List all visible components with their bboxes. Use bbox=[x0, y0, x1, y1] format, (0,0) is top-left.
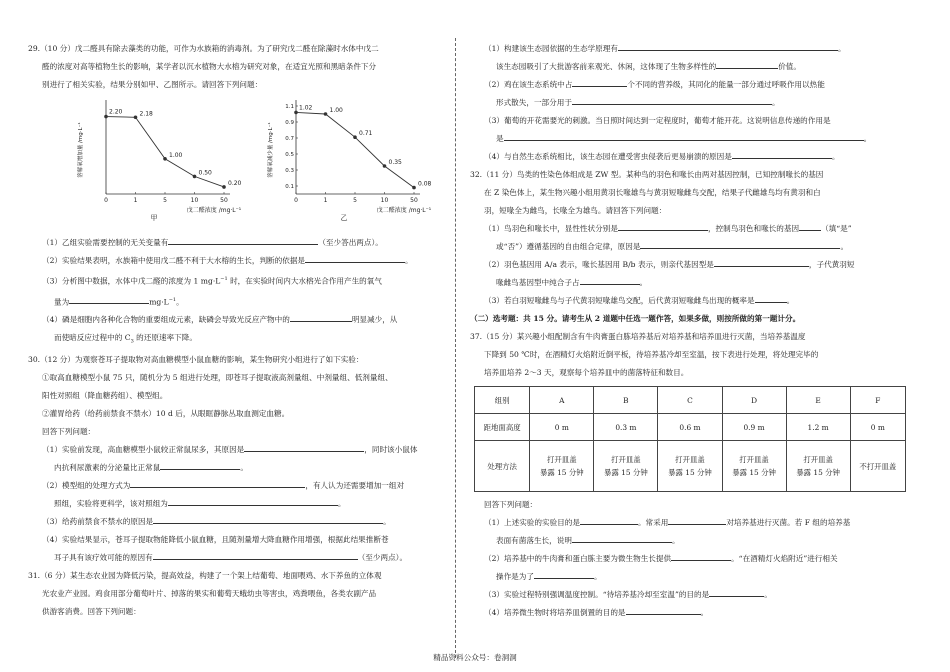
question-32 bbox=[470, 166, 910, 310]
y-tick-label: 0.7 bbox=[285, 136, 294, 142]
answer-blank[interactable] bbox=[714, 258, 809, 267]
table-cell bbox=[658, 441, 722, 492]
y-tick-label: 1.1 bbox=[285, 104, 294, 110]
q37-sub2-text-c: 操作是为了 bbox=[496, 572, 534, 581]
q30-sub4-text-c: （至少两点）。 bbox=[357, 552, 408, 562]
right-column bbox=[470, 40, 910, 622]
method-line1: 打开皿盖 bbox=[547, 455, 577, 464]
y-tick-label: 0.9 bbox=[285, 120, 294, 126]
page-footer: 精品资料公众号：卷洞洞 bbox=[433, 653, 517, 662]
q37-stem-line3: 培养皿培养 2～3 天，观察每个培养皿中的菌落特征和数目。 bbox=[484, 368, 689, 377]
q29-sub3-line2: 量为 $mg\cdot L^{-1}$。 bbox=[54, 296, 184, 307]
data-point bbox=[193, 175, 197, 179]
q31-sub1-text: （1）构建该生态园依据的生态学原理有 bbox=[484, 44, 618, 53]
q30-step1: ①取高血糖模型小鼠 75 只，随机分为 5 组进行处理，即苍耳子提取液高剂量组、中剂量组、低剂量组、 bbox=[42, 372, 393, 382]
q29-sub2-text: （2）实验结果表明，水族箱中使用戊二醛不利于大水榕的生长，判断的依据是 bbox=[42, 256, 306, 265]
q31-sub1-text-b: 该生态园吸引了大批游客前来观光、休闲，这体现了生物多样性的 bbox=[496, 62, 717, 71]
column-divider bbox=[455, 38, 456, 658]
q30-sub3-text: （3）给药前禁食不禁水的原因是 bbox=[42, 516, 154, 526]
method-line2: 暴露 15 分钟 bbox=[732, 468, 776, 477]
data-point bbox=[353, 135, 357, 139]
q30-sub1-text-c: 内抗利尿激素的分泌量比正常鼠 bbox=[54, 462, 161, 472]
method-line1: 打开皿盖 bbox=[675, 455, 705, 464]
answer-blank[interactable] bbox=[160, 461, 240, 470]
q32-sub2-text-b: ，子代黄羽短 bbox=[808, 260, 855, 269]
table-cell: 0 m bbox=[530, 414, 594, 441]
q30-sub1-text: （1）实验前发现，高血糖模型小鼠较正常鼠尿多，其原因是 bbox=[42, 444, 245, 454]
q30-step2: ②灌胃给药（给药前禁食不禁水）10 d 后，从眼眶静脉丛取血测定血糖。 bbox=[42, 408, 290, 418]
q32-stem-line2: 在 Z 染色体上，某生物兴趣小组用黄羽长喙雄鸟与黄羽短喙雌鸟交配，结果子代雌雄鸟均有黄羽和白 bbox=[484, 188, 821, 197]
table-cell: D bbox=[722, 387, 786, 414]
table-cell: A bbox=[530, 387, 594, 414]
q31-stem-line1: 31.（6 分）某生态农业园为降低污染，提高效益，构建了一个架上结葡萄、地面喂鸡、水下养鱼的立体观 bbox=[28, 570, 382, 580]
answer-blank[interactable] bbox=[671, 552, 731, 561]
answer-blank[interactable] bbox=[244, 443, 364, 452]
data-point bbox=[412, 186, 416, 190]
q32-sub2-text-c: 喙雌鸟基因型中纯合子占 bbox=[496, 278, 580, 287]
q32-sub1-text: （1）鸟羽色和喙长中，显性性状分别是 bbox=[484, 224, 618, 233]
q29-sub4-text-d: 的还原速率下降。 bbox=[133, 333, 197, 343]
answer-blank[interactable] bbox=[168, 497, 338, 506]
x-tick-label: 0 bbox=[104, 197, 108, 204]
answer-blank[interactable] bbox=[580, 516, 638, 525]
chart-yi bbox=[248, 94, 448, 232]
answer-blank[interactable] bbox=[709, 588, 764, 597]
chart-title: 乙 bbox=[340, 214, 348, 222]
q37-sub1-text-c: 对培养基进行灭菌。若 F 组的培养基 bbox=[726, 518, 851, 527]
q29-stem-line3: 别进行了相关实验，结果分别如甲、乙图所示。请回答下列问题： bbox=[42, 80, 263, 89]
answer-blank[interactable] bbox=[618, 222, 708, 231]
question-31 bbox=[28, 567, 444, 621]
table-row-label: 距地面高度 bbox=[475, 414, 530, 441]
table-cell: C bbox=[658, 387, 722, 414]
left-column bbox=[28, 40, 444, 621]
table-cell: E bbox=[786, 387, 850, 414]
q29-sub2: （2）实验结果表明，水族箱中使用戊二醛不利于大水榕的生长，判断的依据是 。 bbox=[42, 256, 413, 265]
method-line1: 打开皿盖 bbox=[739, 455, 769, 464]
q32-sub1-text-d: 或“否”）遵循基因的自由组合定律，原因是 bbox=[496, 242, 641, 251]
answer-blank[interactable] bbox=[572, 78, 627, 87]
question-29 bbox=[28, 40, 444, 351]
answer-blank[interactable] bbox=[626, 606, 701, 615]
q37-sub2-text-b: 。“在酒精灯火焰附近”进行相关 bbox=[731, 554, 838, 563]
q31-sub3-line2: 是 。 bbox=[496, 134, 872, 143]
data-label: 0.35 bbox=[388, 159, 402, 166]
q32-sub2-line2: 喙雌鸟基因型中纯合子占 。 bbox=[496, 278, 648, 287]
question-31-parts bbox=[470, 40, 910, 166]
q29-sub4-text: （4）磷是细胞内各种化合物的重要组成元素，缺磷会导致光反应产物中的 bbox=[42, 315, 290, 325]
answer-blank[interactable] bbox=[580, 276, 640, 285]
q32-sub3-text: （3）若白羽短喙雌鸟与子代黄羽短喙雄鸟交配，后代黄羽短喙雌鸟出现的概率是 bbox=[484, 296, 755, 305]
q37-intro: 回答下列问题： bbox=[484, 500, 538, 509]
q30-sub2-text: （2）模型组的处理方式为 bbox=[42, 480, 131, 490]
y-axis-label: 溶解氧减少量 /mg·L⁻¹ bbox=[268, 122, 274, 178]
method-line1: 打开皿盖 bbox=[803, 455, 833, 464]
data-label: 1.02 bbox=[299, 104, 313, 112]
method-line1: 打开皿盖 bbox=[611, 455, 641, 464]
q37-sub2 bbox=[470, 550, 910, 568]
q30-step1-line2: 阳性对照组（降血糖药组）、模型组。 bbox=[42, 390, 168, 400]
q32-sub1-line2: 或“否”）遵循基因的自由组合定律，原因是 。 bbox=[496, 242, 849, 251]
x-tick-label: 10 bbox=[190, 197, 199, 204]
q31-sub4-text: （4）与自然生态系统相比，该生态园在遭受害虫侵袭后更易崩溃的原因是 bbox=[484, 152, 732, 161]
data-point bbox=[104, 115, 108, 119]
answer-blank[interactable] bbox=[130, 479, 305, 488]
answer-blank[interactable] bbox=[572, 534, 672, 543]
table-cell bbox=[530, 441, 594, 492]
x-tick-label: 0 bbox=[294, 197, 298, 204]
q32-sub2-text: （2）羽色基因用 A/a 表示，喙长基因用 B/b 表示，则亲代基因型是 bbox=[484, 260, 714, 269]
answer-blank[interactable] bbox=[799, 222, 821, 231]
x-tick-label: 50 bbox=[220, 197, 228, 204]
q37-sub1 bbox=[470, 514, 910, 532]
q30-sub2-text-c: 照组，实验将更科学，该对照组为 bbox=[54, 498, 168, 508]
q37-sub2-line2: 操作是为了 。 bbox=[496, 572, 602, 581]
x-axis-label: 戊二醛浓度 /mg·L⁻¹ bbox=[186, 207, 242, 214]
q31-sub2-text: （2）鸡在该生态系统中占 bbox=[484, 80, 573, 89]
table-cell: 不打开皿盖 bbox=[850, 441, 905, 492]
q29-sub4-text-b: 明显减少，从 bbox=[351, 315, 398, 325]
q32-sub1 bbox=[470, 220, 910, 238]
q37-sub3: （3）实验过程特别强调温度控制。“待培养基冷却至室温”的目的是 。 bbox=[484, 590, 772, 599]
q30-sub1 bbox=[28, 441, 444, 459]
q31-sub1-text-c: 价值。 bbox=[778, 62, 801, 71]
x-tick-label: 50 bbox=[410, 197, 418, 204]
question-30 bbox=[28, 351, 444, 567]
q32-sub2 bbox=[470, 256, 910, 274]
q30-intro: 回答下列问题： bbox=[42, 426, 96, 436]
q29-sub3-text-b: 时，在实验时间内大水榕光合作用产生的氧气 bbox=[227, 276, 382, 286]
q31-sub1: （1）构建该生态园依据的生态学原理有 。 bbox=[484, 44, 846, 53]
data-label: 0.50 bbox=[198, 169, 212, 177]
data-point bbox=[163, 157, 167, 161]
series-line bbox=[296, 112, 414, 187]
q31-sub2-text-b: 个不同的营养级，其同化的能量一部分通过呼吸作用以热能 bbox=[627, 80, 825, 89]
answer-blank[interactable] bbox=[716, 60, 778, 69]
table-cell bbox=[722, 441, 786, 492]
data-point bbox=[383, 164, 387, 168]
data-label: 0.71 bbox=[359, 130, 373, 138]
table-row-label: 组别 bbox=[475, 387, 530, 414]
x-axis-label: 戊二醛浓度 /mg·L⁻¹ bbox=[376, 207, 432, 214]
q31-sub2 bbox=[470, 76, 910, 94]
answer-blank[interactable] bbox=[732, 150, 832, 159]
method-line2: 暴露 15 分钟 bbox=[604, 468, 648, 477]
data-label: 2.18 bbox=[139, 110, 153, 118]
method-line2: 暴露 15 分钟 bbox=[668, 468, 712, 477]
y-tick-label: 0.3 bbox=[285, 168, 294, 174]
data-label: 2.20 bbox=[109, 108, 123, 116]
q37-sub4-text: （4）培养微生物时将培养皿倒置的目的是 bbox=[484, 608, 626, 617]
y-tick-label: 0.5 bbox=[285, 152, 294, 158]
q29-sub4-text-c: 而使暗反应过程中的 C bbox=[54, 333, 131, 343]
q30-sub2-line2: 照组，实验将更科学，该对照组为 。 bbox=[54, 498, 346, 508]
answer-blank[interactable] bbox=[504, 132, 864, 141]
q29-sub4-sub: 3 bbox=[130, 338, 134, 345]
data-label: 1.00 bbox=[329, 107, 343, 114]
q29-sub1-text: （1）乙组实验需要控制的无关变量有 bbox=[42, 238, 169, 247]
data-label: 0.20 bbox=[228, 179, 242, 187]
q31-sub4: （4）与自然生态系统相比，该生态园在遭受害虫侵袭后更易崩溃的原因是 。 bbox=[484, 152, 840, 161]
q29-sub3-unit: mg·L bbox=[149, 297, 169, 307]
table-row-height bbox=[475, 414, 906, 441]
answer-blank[interactable] bbox=[572, 96, 772, 105]
q32-stem-line3: 羽，短喙全为雌鸟，长喙全为雄鸟。请回答下列问题： bbox=[484, 206, 667, 215]
elective-section-heading: （二）选考题：共 15 分。请考生从 2 道题中任选一题作答，如果多做，则按所做的第一题计分。 bbox=[470, 314, 801, 323]
q32-sub3: （3）若白羽短喙雌鸟与子代黄羽短喙雄鸟交配，后代黄羽短喙雌鸟出现的概率是 。 bbox=[484, 296, 795, 305]
q37-sub1-text: （1）上述实验的实验目的是 bbox=[484, 518, 580, 527]
x-tick-label: 5 bbox=[163, 197, 167, 204]
q31-sub2-text-c: 形式散失，一部分用于 bbox=[496, 98, 572, 107]
data-point bbox=[294, 111, 298, 115]
table-cell: 0.9 m bbox=[722, 414, 786, 441]
q31-sub3: （3）葡萄的开花需要光的刺激。当日照时间达到一定程度时，葡萄才能开花。这说明信息传递的作用是 bbox=[484, 116, 831, 125]
experiment-table bbox=[474, 386, 906, 492]
table-cell: F bbox=[850, 387, 905, 414]
q29-sub4 bbox=[28, 311, 444, 329]
q37-stem-line2: 下降到 50 ℃时，在酒精灯火焰附近倒平板，待培养基冷却至室温，按下表进行处理，将处理完毕的 bbox=[484, 350, 819, 359]
q32-stem-line1: 32.（11 分）鸟类的性染色体组成是 ZW 型。某种鸟的羽色和喙长由两对基因控制，已知控制喙长的基因 bbox=[470, 170, 824, 179]
answer-blank[interactable] bbox=[305, 254, 405, 263]
table-cell: 1.2 m bbox=[786, 414, 850, 441]
data-point bbox=[134, 115, 138, 119]
chart-title: 甲 bbox=[150, 214, 158, 222]
q32-sub1-text-c: （填“是” bbox=[821, 224, 852, 233]
q29-sub1 bbox=[28, 234, 444, 252]
q30-sub4-line2 bbox=[28, 549, 444, 567]
chart-jia bbox=[58, 94, 258, 232]
q37-sub4: （4）培养微生物时将培养皿倒置的目的是 。 bbox=[484, 608, 709, 617]
q32-sub1-text-b: ，控制鸟羽色和喙长的基因 bbox=[707, 224, 800, 233]
q29-charts bbox=[28, 94, 444, 234]
q30-sub4: （4）实验结果显示，苍耳子提取物能降低小鼠血糖，且随剂量增大降血糖作用增强，根据此结果推断苍 bbox=[42, 534, 389, 544]
answer-blank[interactable] bbox=[69, 295, 149, 304]
q30-sub3: （3）给药前禁食不禁水的原因是 。 bbox=[42, 516, 391, 526]
data-point bbox=[222, 185, 226, 189]
answer-blank[interactable] bbox=[668, 516, 726, 525]
answer-blank[interactable] bbox=[168, 236, 318, 245]
q31-sub1-line2 bbox=[470, 58, 910, 76]
q31-stem-line2: 光农业产业园。鸡食用部分葡萄叶片、掉落的果实和葡萄天蛾幼虫等害虫，鸡粪喂鱼，各类农副产品 bbox=[42, 588, 377, 598]
data-label: 1.00 bbox=[169, 151, 183, 159]
q30-stem: 30.（12 分）为观察苍耳子提取物对高血糖模型小鼠血糖的影响，某生物研究小组进行了如下实验： bbox=[28, 354, 364, 364]
question-37 bbox=[470, 328, 910, 622]
q30-sub1-text-b: ，同时该小鼠体 bbox=[364, 444, 418, 454]
q37-sub1-text-d: 表面有菌落生长，说明 bbox=[496, 536, 572, 545]
x-tick-label: 1 bbox=[323, 197, 328, 204]
q37-sub2-text: （2）培养基中的牛肉膏和蛋白胨主要为微生物生长提供 bbox=[484, 554, 672, 563]
q30-sub4-text-b: 耳子具有该疗效可能的原因有 bbox=[54, 552, 153, 562]
table-cell: 0.6 m bbox=[658, 414, 722, 441]
answer-blank[interactable] bbox=[153, 551, 358, 560]
answer-blank[interactable] bbox=[618, 42, 838, 51]
q29-sub3-text: （3）分析图中数据，水体中戊二醛的浓度为 1 mg·L bbox=[42, 276, 221, 286]
y-tick-label: 0.1 bbox=[285, 184, 294, 190]
answer-blank[interactable] bbox=[640, 240, 840, 249]
table-row-method bbox=[475, 441, 906, 492]
q30-sub2-text-b: ，有人认为还需要增加一组对 bbox=[305, 480, 405, 490]
q31-sub2-line2: 形式散失，一部分用于 。 bbox=[496, 98, 780, 107]
table-cell: 0 m bbox=[850, 414, 905, 441]
q31-stem-line3: 供游客消费。回答下列问题： bbox=[42, 606, 141, 616]
table-row-label: 处理方法 bbox=[475, 441, 530, 492]
data-label: 0.08 bbox=[418, 180, 432, 188]
table-cell bbox=[594, 441, 658, 492]
answer-blank[interactable] bbox=[534, 570, 594, 579]
q37-stem-line1: 37.（15 分）某兴趣小组配制含有牛肉膏蛋白胨培养基后对培养基和培养皿进行灭菌，当培养基温度 bbox=[470, 332, 806, 341]
q29-sub3-text-c: 量为 bbox=[54, 297, 70, 307]
table-cell: B bbox=[594, 387, 658, 414]
data-point bbox=[324, 112, 328, 116]
answer-blank[interactable] bbox=[290, 313, 352, 322]
method-line2: 暴露 15 分钟 bbox=[796, 468, 840, 477]
answer-blank[interactable] bbox=[755, 294, 787, 303]
q29-sub3 bbox=[28, 270, 444, 291]
q29-sub3-unit-sup: −1 bbox=[168, 296, 177, 303]
q29-sub3-sup: −1 bbox=[220, 276, 228, 282]
q37-sub1-text-b: 。常采用 bbox=[637, 518, 669, 527]
x-tick-label: 5 bbox=[353, 197, 357, 204]
table-cell bbox=[786, 441, 850, 492]
q29-stem-line2: 醛的浓度对高等植物生长的影响，某学者以沉水植物大水榕为研究对象，在适宜光照和黑暗条件下分 bbox=[42, 62, 377, 71]
q30-sub1-line2: 内抗利尿激素的分泌量比正常鼠 。 bbox=[54, 462, 248, 472]
method-line2: 暴露 15 分钟 bbox=[539, 468, 584, 477]
table-cell: 0.3 m bbox=[594, 414, 658, 441]
q37-sub1-line2: 表面有菌落生长，说明 。 bbox=[496, 536, 680, 545]
q37-sub3-text: （3）实验过程特别强调温度控制。“待培养基冷却至室温”的目的是 bbox=[484, 590, 710, 599]
q30-sub2 bbox=[28, 477, 444, 495]
q29-stem-line1: 29.（10 分）戊二醛具有除去藻类的功能，可作为水族箱的消毒剂。为了研究戊二醛在除藻时水体中戊二 bbox=[28, 44, 379, 53]
q29-sub1-tail: （至少答出两点）。 bbox=[318, 238, 383, 247]
q29-sub4-line2 bbox=[28, 329, 444, 351]
table-row-group bbox=[475, 387, 906, 414]
x-tick-label: 1 bbox=[133, 197, 138, 204]
q31-sub3-text-b: 是 bbox=[496, 134, 504, 143]
y-axis-label: 溶解氧增加量 /mg·L⁻¹ bbox=[78, 122, 84, 178]
answer-blank[interactable] bbox=[153, 515, 383, 524]
x-tick-label: 10 bbox=[380, 197, 389, 204]
